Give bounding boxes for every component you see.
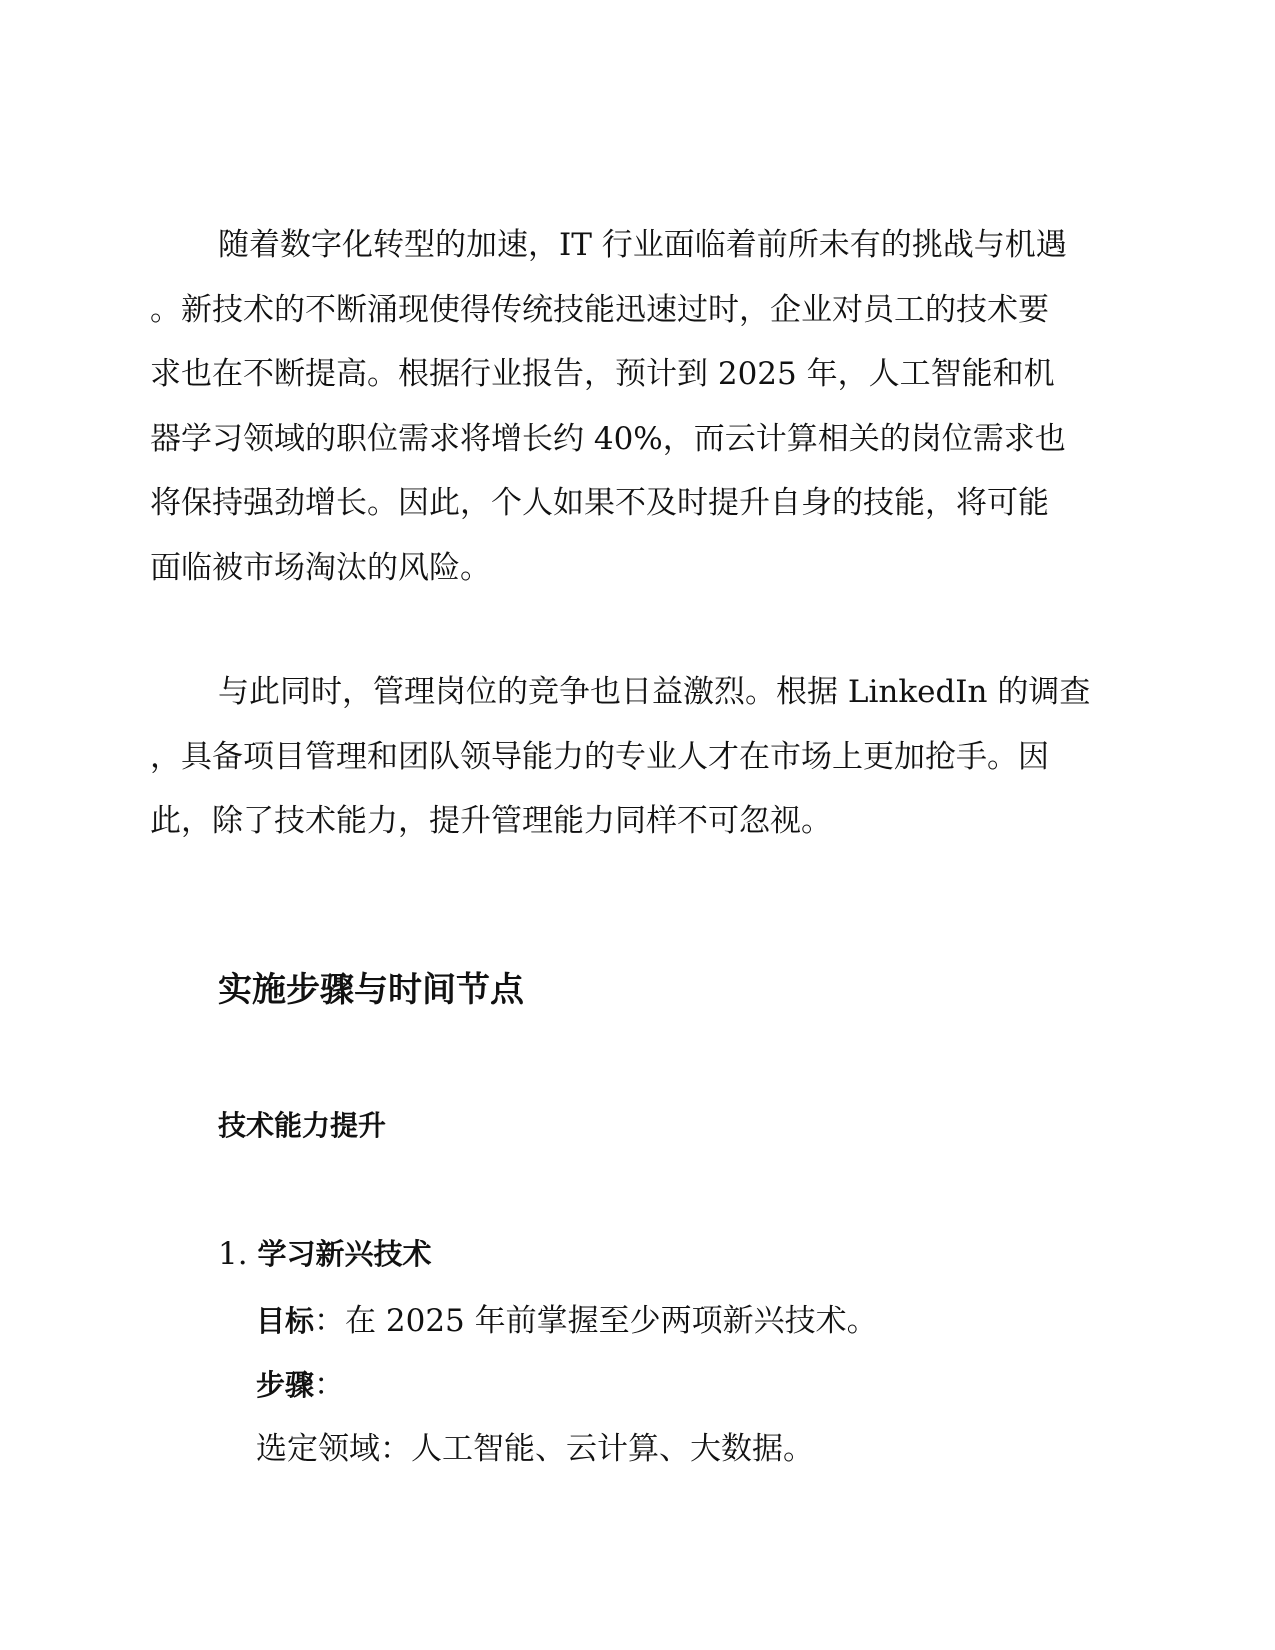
list-item-number: 1.: [218, 1236, 248, 1272]
steps-line: [256, 1359, 345, 1404]
subsection-heading: 技术能力提升: [218, 1109, 387, 1142]
steps-label: 步骤: [256, 1368, 315, 1402]
goal-line: [256, 1295, 878, 1340]
paragraph-2: [150, 660, 1110, 854]
paragraph-1-line-6: 面临被市场淘汰的风险。: [150, 549, 491, 586]
paragraph-1-line-2: 。新技术的不断涌现使得传统技能迅速过时，企业对员工的技术要: [150, 291, 1049, 328]
goal-text: ：在 2025 年前掌握至少两项新兴技术。: [314, 1303, 878, 1339]
paragraph-1: [150, 213, 1110, 600]
list-item-1-title: [218, 1232, 431, 1273]
paragraph-1-line-5: 将保持强劲增长。因此，个人如果不及时提升自身的技能，将可能: [150, 485, 1049, 521]
list-item-title-text: 学习新兴技术: [257, 1237, 432, 1271]
paragraph-1-line-3: 求也在不断提高。根据行业报告，预计到 2025 年，人工智能和机: [150, 356, 1055, 392]
field-selection-line: [256, 1423, 814, 1468]
paragraph-2-line-3: 此，除了技术能力，提升管理能力同样不可忽视。: [150, 803, 832, 839]
paragraph-1-line-4: 器学习领域的职位需求将增长约 40%，而云计算相关的岗位需求也: [150, 420, 1066, 457]
goal-label: 目标: [256, 1304, 315, 1338]
section-heading: 实施步骤与时间节点: [218, 970, 524, 1010]
field-selection-text: 选定领域：人工智能、云计算、大数据。: [256, 1431, 814, 1467]
paragraph-1-line-1: 随着数字化转型的加速，IT 行业面临着前所未有的挑战与机遇: [218, 227, 1067, 263]
steps-colon: ：: [314, 1367, 346, 1403]
paragraph-2-line-1: 与此同时，管理岗位的竞争也日益激烈。根据 LinkedIn 的调查: [218, 674, 1091, 710]
paragraph-2-line-2: ，具备项目管理和团队领导能力的专业人才在市场上更加抢手。因: [150, 738, 1049, 775]
